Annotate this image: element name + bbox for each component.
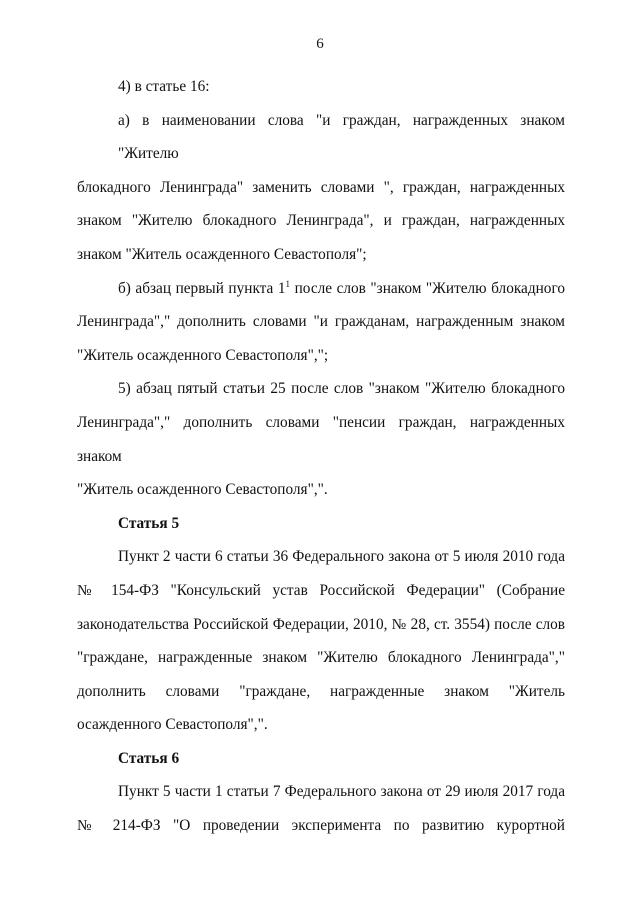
- article-5-line: "граждане, награжденные знаком "Жителю блокадного Ленинграда",": [77, 649, 565, 667]
- item-4b-superscript: 1: [285, 278, 291, 289]
- item-4b-text-post: после слов "знаком "Жителю блокадного: [290, 279, 565, 297]
- article-5-heading: Статья 5: [118, 514, 180, 532]
- item-4a-line: блокадного Ленинграда" заменить словами ", граждан, награжденных: [77, 178, 565, 196]
- article-5-line: осажденного Севастополя",".: [77, 716, 268, 734]
- item-4b-line: [77, 272, 565, 306]
- article-5-line: Пункт 2 части 6 статьи 36 Федерального закона от 5 июля 2010 года: [118, 548, 565, 566]
- article-5-line: № 154-ФЗ "Консульский устав Российской Федерации" (Собрание: [77, 581, 565, 599]
- article-6-paragraph: [77, 775, 565, 842]
- item-5-paragraph: [77, 372, 565, 506]
- item-5-line: Ленинграда"," дополнить словами "пенсии граждан, награжденных знаком: [77, 413, 565, 465]
- article-6-line: № 214-ФЗ "О проведении эксперимента по развитию курортной: [77, 817, 565, 835]
- document-body: [77, 70, 565, 843]
- item-4a-line: а) в наименовании слова "и граждан, награжденных знаком "Жителю: [118, 111, 565, 163]
- item-4b-line: Ленинграда"," дополнить словами "и гражданам, награжденным знаком: [77, 313, 565, 331]
- article-6-heading: Статья 6: [118, 749, 180, 767]
- item-4b-text-pre: б) абзац первый пункта 1: [118, 279, 286, 297]
- item-5-line: "Житель осажденного Севастополя",".: [77, 481, 328, 499]
- item-4a-line: знаком "Житель осажденного Севастополя";: [77, 245, 367, 263]
- article-6-line: Пункт 5 части 1 статьи 7 Федерального закона от 29 июля 2017 года: [118, 783, 565, 801]
- item-4-intro: 4) в статье 16:: [118, 78, 210, 95]
- item-4b-line: "Житель осажденного Севастополя",";: [77, 346, 329, 364]
- item-4b-paragraph: [77, 272, 565, 373]
- item-4a-paragraph: [77, 104, 565, 272]
- item-4a-line: знаком "Жителю блокадного Ленинграда", и граждан, награжденных: [77, 212, 565, 230]
- article-5-line: дополнить словами "граждане, награжденные знаком "Житель: [77, 682, 565, 700]
- article-5-line: законодательства Российской Федерации, 2010, № 28, ст. 3554) после слов: [77, 615, 565, 633]
- item-5-line: 5) абзац пятый статьи 25 после слов "знаком "Жителю блокадного: [118, 380, 565, 398]
- article-5-paragraph: [77, 540, 565, 742]
- page-number: 6: [316, 36, 324, 52]
